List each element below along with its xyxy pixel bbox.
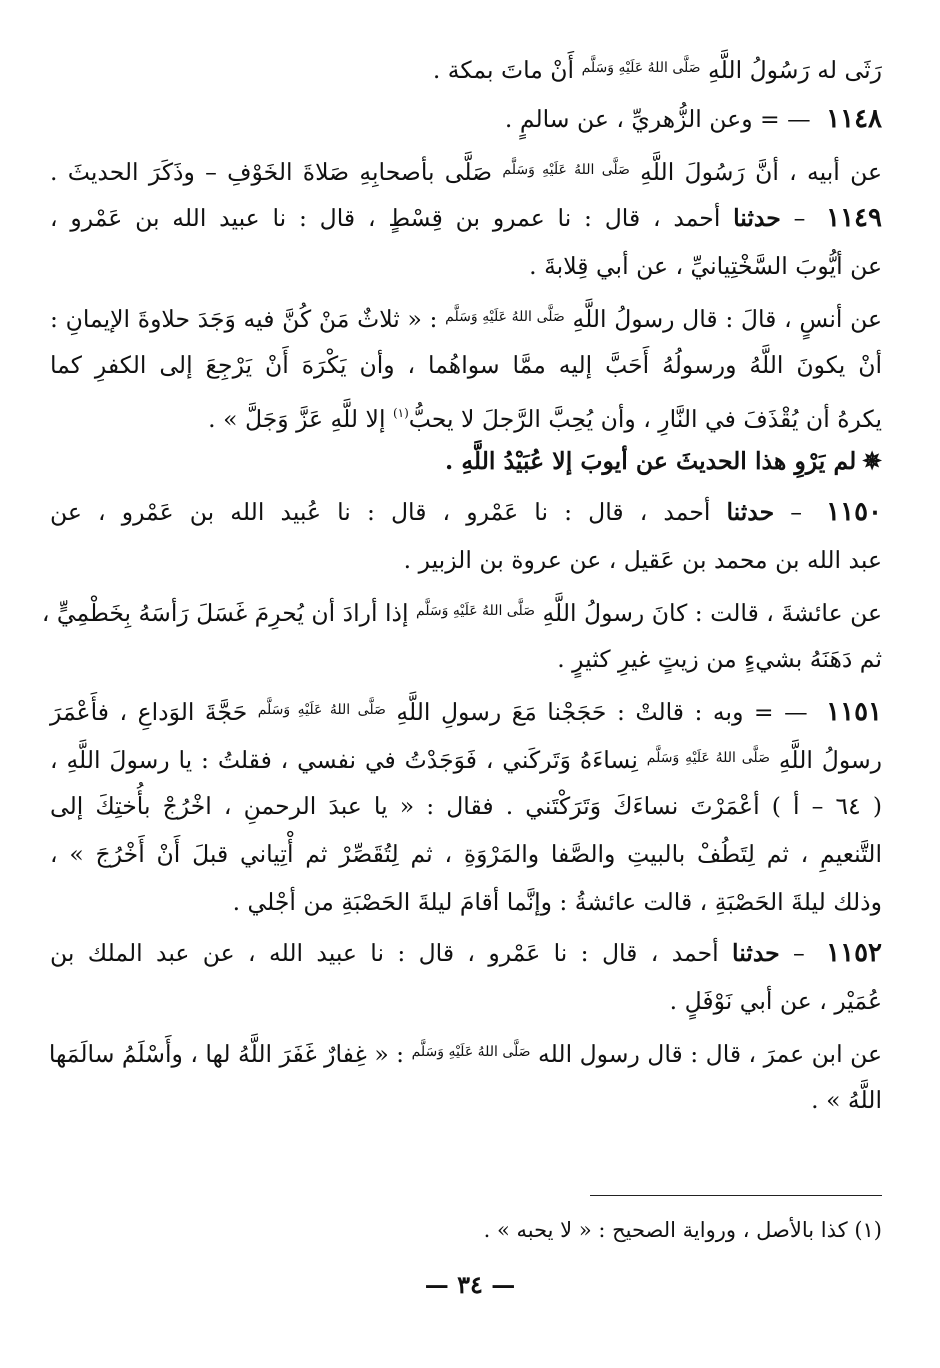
- text-line: [50, 929, 882, 977]
- text-segment: أحمد ، قال : نا عمرو بن قِسْطٍ ، قال : نا عبيد الله بن عَمْرو ،: [50, 204, 734, 232]
- text-line: [50, 95, 882, 143]
- text-segment: –: [779, 939, 819, 967]
- text-line: [41, 587, 882, 635]
- honorific-glyph: صَلَّى اللهُ عَلَيْهِ وَسَلَّم: [445, 309, 565, 325]
- text-segment: عُمَيْر ، عن أبي نَوْفَلٍ .: [669, 987, 882, 1015]
- hadith-text: [41, 44, 883, 1124]
- text-line: [50, 44, 882, 92]
- text-line: [50, 293, 882, 341]
- hadith-number: ١١٥٢: [826, 938, 882, 968]
- text-segment: أحمد ، قال : نا عَمْرو ، قال : نا عبيد الله ، عن عبد الملك بن: [50, 939, 733, 967]
- text-segment: عن عائشةَ ، قالت : كانَ رسولُ اللَّهِ: [534, 599, 882, 627]
- text-line: [50, 341, 882, 389]
- text-segment: عن ابن عمرَ ، قال : قال رسول الله: [530, 1040, 882, 1068]
- footnote-ref: (١): [392, 406, 409, 420]
- hadith-number: ١١٥١: [826, 697, 882, 727]
- text-segment: : « ثلاثٌ مَنْ كُنَّ فيه وَجَدَ حلاوةَ الإيمانِ :: [50, 305, 446, 333]
- text-segment: إلا للَّهِ عَزَّ وَجَلَّ » .: [208, 405, 393, 433]
- bold-text: حدثنا: [732, 939, 780, 967]
- text-line: [50, 734, 882, 782]
- text-segment: –: [780, 204, 819, 232]
- text-line: [50, 146, 882, 194]
- footnote-divider: [590, 1195, 882, 1196]
- text-segment: عن أنسٍ ، قالَ : قال رسولُ اللَّهِ: [564, 305, 882, 333]
- page-number: — ٣٤ —: [424, 1270, 516, 1299]
- text-segment: التَّنعيمِ ، ثم لِتَطُفْ بالبيتِ والصَّفا والمَرْوَةِ ، ثم لِتُقَصِّرْ ثم أْتِياني قبلَ أَنْ أَخْرُجَ » ،: [50, 840, 882, 868]
- honorific-glyph: صَلَّى اللهُ عَلَيْهِ وَسَلَّم: [257, 702, 386, 718]
- text-segment: يكرهُ أن يُقْذَفَ في النَّارِ ، وأن يُحِبَّ الرَّجلَ لا يحبُّ: [408, 405, 882, 433]
- text-line: [50, 389, 882, 437]
- bold-text: حدثنا: [733, 204, 781, 232]
- text-line: [50, 782, 882, 830]
- honorific-glyph: صَلَّى اللهُ عَلَيْهِ وَسَلَّم: [415, 603, 535, 619]
- text-line: [50, 686, 882, 734]
- honorific-glyph: صَلَّى اللهُ عَلَيْهِ وَسَلَّم: [502, 162, 630, 178]
- text-segment: رَثَى له رَسُولُ اللَّهِ: [700, 56, 882, 84]
- text-line: [50, 1028, 882, 1076]
- text-line: [50, 830, 882, 878]
- text-line: [50, 536, 882, 584]
- text-line: [50, 878, 882, 926]
- hadith-number: ١١٤٩: [826, 203, 882, 233]
- text-segment: — = وبه : قالتْ : حَجَجْنا مَعَ رسولِ اللَّهِ: [385, 698, 819, 726]
- text-line: [50, 977, 882, 1025]
- text-segment: عن أيُّوبَ السَّخْتِيانيِّ ، عن أبي قِلابةَ .: [529, 252, 882, 280]
- text-line: [50, 194, 882, 242]
- bold-text: لم يَرْوِ هذا الحديثَ عن أيوبَ إلا عُبَيْدُ اللَّهِ .: [444, 447, 857, 475]
- star-icon: ✵: [862, 447, 882, 475]
- text-segment: ( ٦٤ – أ ) أعْمَرْتَ نساءَكَ وَتَرَكْتَني . فقال : « يا عبدَ الرحمنِ ، اخْرُجْ بأُختِكَ إلى: [50, 792, 882, 820]
- footnote: (١) كذا بالأصل ، ورواية الصحيح : « لا يحبه » .: [483, 1218, 882, 1242]
- text-segment: حَجَّةَ الوَداعِ ، فأَعْمَرَ: [50, 698, 258, 726]
- bold-text: حدثنا: [726, 498, 775, 526]
- text-segment: –: [774, 498, 819, 526]
- text-segment: إذا أرادَ أن يُحرِمَ غَسَلَ رَأسَهُ بِخَطْمِيٍّ ،: [41, 599, 416, 627]
- hadith-number: ١١٥٠: [826, 497, 882, 527]
- text-segment: : « غِفارٌ غَفَرَ اللَّهُ لها ، وأَسْلَمُ سالَمَها: [48, 1040, 412, 1068]
- text-segment: أحمد ، قال : نا عَمْرو ، قال : نا عُبيد الله بن عَمْرو ، عن: [50, 498, 727, 526]
- text-segment: صَلَّى بأصحابِهِ صَلاةَ الخَوْفِ – وذَكَرَ الحديثَ .: [50, 158, 503, 186]
- hadith-number: ١١٤٨: [826, 104, 882, 134]
- text-line: [50, 488, 882, 536]
- text-segment: رسولُ اللَّهِ: [769, 746, 883, 774]
- text-segment: أَنْ ماتَ بمكة .: [432, 56, 582, 84]
- text-segment: عن أبيه ، أنَّ رَسُولَ اللَّهِ: [629, 158, 882, 186]
- honorific-glyph: صَلَّى اللهُ عَلَيْهِ وَسَلَّم: [646, 750, 770, 766]
- text-segment: أنْ يكونَ اللَّهُ ورسولُهُ أَحَبَّ إليه ممَّا سواهُما ، وأن يَكْرَهَ أَنْ يَرْجِعَ إلى الكفرِ كما: [50, 351, 882, 379]
- text-segment: ثم دَهَنَهُ بشيءٍ من زيتٍ غيرِ كثيرٍ .: [557, 645, 882, 673]
- honorific-glyph: صَلَّى اللهُ عَلَيْهِ وَسَلَّم: [411, 1044, 531, 1060]
- text-line: [50, 1076, 882, 1124]
- text-segment: نِساءَهُ وَتَركَني ، فَوَجَدْتُ في نفسي ، فقلتُ : يا رسولَ اللَّهِ ،: [50, 746, 647, 774]
- text-line: [50, 437, 882, 485]
- text-segment: عبد الله بن محمد بن عَقيل ، عن عروة بن الزبير .: [403, 546, 882, 574]
- text-segment: وذلك ليلةَ الحَصْبَةِ ، قالت عائشةُ : وإنَّما أقامَ ليلةَ الحَصْبَةِ من أجْلي .: [232, 888, 882, 916]
- text-segment: اللَّهُ » .: [811, 1086, 882, 1114]
- text-line: [50, 635, 882, 683]
- text-line: [50, 242, 882, 290]
- text-segment: — = وعن الزُّهريِّ ، عن سالمٍ .: [504, 105, 819, 133]
- honorific-glyph: صَلَّى اللهُ عَلَيْهِ وَسَلَّم: [581, 60, 701, 76]
